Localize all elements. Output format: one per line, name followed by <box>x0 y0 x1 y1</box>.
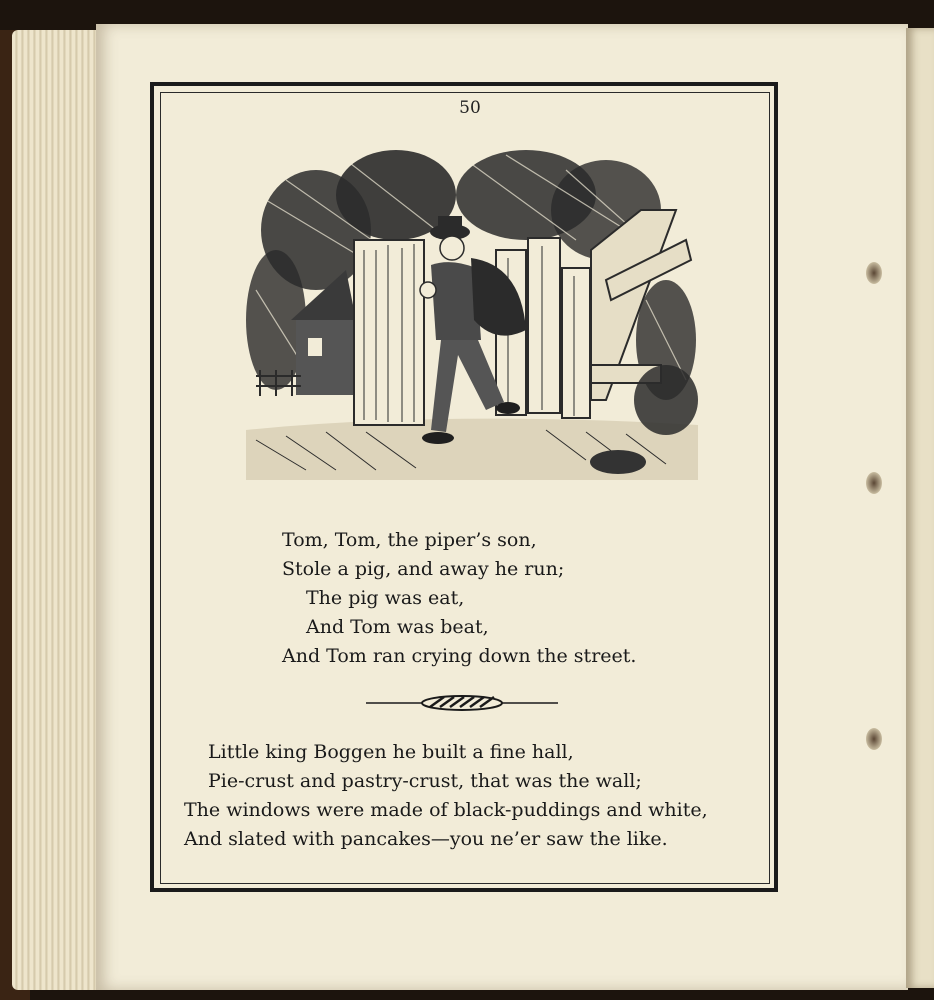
verse-line: The pig was eat, <box>306 587 465 609</box>
woodcut-illustration <box>246 140 698 480</box>
verse-line: Pie-crust and pastry-crust, that was the wall; <box>208 770 642 792</box>
verse-tom-tom <box>282 526 636 671</box>
binding-hole <box>866 472 882 494</box>
verse-line: Stole a pig, and away he run; <box>282 558 565 580</box>
next-page-edge <box>906 28 934 988</box>
verse-line: And slated with pancakes—you ne’er saw the like. <box>184 828 668 850</box>
binding-hole <box>866 262 882 284</box>
verse-king-boggen <box>184 738 708 854</box>
ornament-divider <box>366 692 558 714</box>
verse-line: And Tom was beat, <box>306 616 489 638</box>
verse-line: Little king Boggen he built a fine hall, <box>208 741 574 763</box>
page-number: 50 <box>459 98 481 118</box>
page-edges <box>12 30 102 990</box>
verse-line: And Tom ran crying down the street. <box>282 645 637 667</box>
verse-line: Tom, Tom, the piper’s son, <box>282 529 537 551</box>
verse-line: The windows were made of black-puddings and white, <box>184 799 708 821</box>
binding-hole <box>866 728 882 750</box>
